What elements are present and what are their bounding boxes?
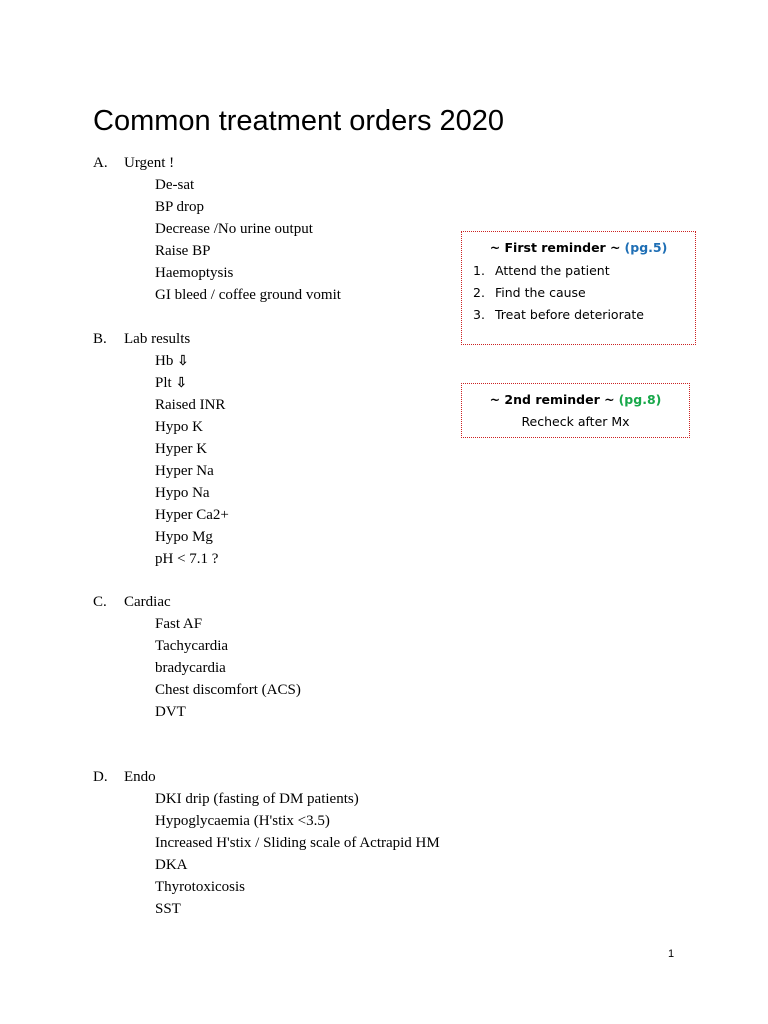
item-text: Tachycardia bbox=[155, 638, 229, 654]
item-text: Hyper Ca2+ bbox=[155, 507, 229, 523]
item-text: Hyper K bbox=[155, 441, 208, 457]
item-text: Hyper Na bbox=[155, 463, 214, 479]
page-reference: (pg.8) bbox=[618, 392, 662, 407]
section-label: Urgent ! bbox=[124, 155, 175, 171]
item-text: Increased H'stix / Sliding scale of Actrapid HM bbox=[155, 835, 440, 851]
page-reference: (pg.5) bbox=[624, 240, 668, 255]
page-title: Common treatment orders 2020 bbox=[93, 105, 505, 137]
item-text: DVT bbox=[155, 704, 186, 720]
item-text: DKI drip (fasting of DM patients) bbox=[155, 791, 359, 807]
reminder-heading bbox=[462, 240, 695, 255]
section-label: Lab results bbox=[124, 331, 191, 347]
section-letter: D. bbox=[93, 769, 108, 785]
reminder-heading bbox=[462, 392, 689, 407]
item-text: Hypoglycaemia (H'stix <3.5) bbox=[155, 813, 330, 829]
item-text: Raise BP bbox=[155, 243, 211, 259]
item-text: BP drop bbox=[155, 199, 205, 215]
item-text bbox=[155, 351, 189, 371]
second-reminder-box bbox=[461, 383, 690, 438]
step-text: Attend the patient bbox=[495, 263, 610, 278]
down-arrow-icon: ⇩ bbox=[175, 375, 188, 391]
item-text: Haemoptysis bbox=[155, 265, 234, 281]
step-number: 3. bbox=[473, 307, 485, 322]
section-letter: A. bbox=[93, 155, 108, 171]
item-text: GI bleed / coffee ground vomit bbox=[155, 287, 341, 303]
down-arrow-icon: ⇩ bbox=[177, 353, 189, 369]
item-text bbox=[155, 373, 187, 393]
item-text-label: Plt bbox=[155, 375, 172, 391]
reminder-title: ~ First reminder ~ bbox=[489, 240, 621, 255]
item-text: Raised INR bbox=[155, 397, 226, 413]
section-letter: B. bbox=[93, 331, 107, 347]
item-text: bradycardia bbox=[155, 660, 226, 676]
item-text: Thyrotoxicosis bbox=[155, 879, 245, 895]
section-label: Cardiac bbox=[124, 594, 171, 610]
item-text-label: Hb bbox=[155, 353, 174, 369]
item-text: Decrease /No urine output bbox=[155, 221, 313, 237]
step-number: 1. bbox=[473, 263, 485, 278]
reminder-title: ~ 2nd reminder ~ bbox=[489, 392, 615, 407]
section-letter: C. bbox=[93, 594, 107, 610]
page-number: 1 bbox=[668, 948, 675, 960]
step-text: Find the cause bbox=[495, 285, 586, 300]
item-text: pH < 7.1 ? bbox=[155, 551, 219, 567]
item-text: Hypo Na bbox=[155, 485, 210, 501]
first-reminder-box bbox=[461, 231, 696, 345]
item-text: Chest discomfort (ACS) bbox=[155, 682, 301, 698]
item-text: DKA bbox=[155, 857, 188, 873]
step-number: 2. bbox=[473, 285, 485, 300]
section-label: Endo bbox=[124, 769, 156, 785]
item-text: SST bbox=[155, 901, 181, 917]
item-text: De-sat bbox=[155, 177, 195, 193]
item-text: Hypo K bbox=[155, 419, 203, 435]
item-text: Hypo Mg bbox=[155, 529, 213, 545]
step-text: Treat before deteriorate bbox=[495, 307, 644, 322]
item-text: Fast AF bbox=[155, 616, 203, 632]
reminder-body: Recheck after Mx bbox=[521, 414, 630, 429]
